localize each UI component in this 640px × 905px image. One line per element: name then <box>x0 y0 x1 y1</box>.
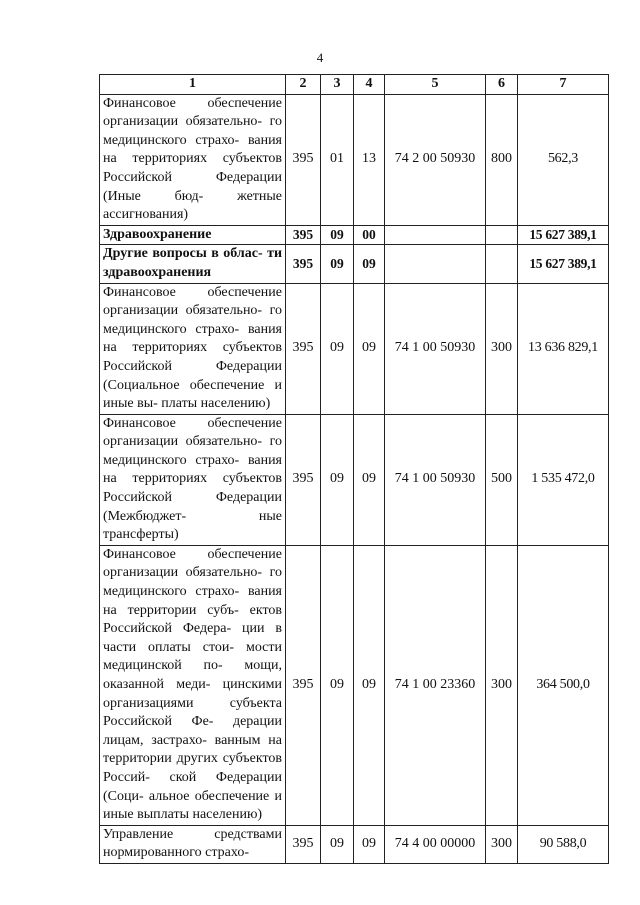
cell-section: 09 <box>321 825 354 863</box>
table-row <box>100 545 609 825</box>
cell-subsection: 13 <box>354 94 385 225</box>
cell-amount: 15 627 389,1 <box>518 245 609 283</box>
cell-amount: 364 500,0 <box>518 545 609 825</box>
description-line: Финансовое обеспечение <box>103 284 282 300</box>
description-line: платы населению) <box>161 396 271 412</box>
cell-expense-type: 300 <box>486 825 518 863</box>
description-line: организации обязательно- <box>103 565 263 581</box>
cell-department-code: 395 <box>286 225 321 245</box>
description-line: жетные ассигнования) <box>103 188 283 223</box>
description-line: Управление средствами <box>103 826 282 842</box>
cell-target-article: 74 4 00 00000 <box>385 825 486 863</box>
row-description <box>100 545 286 825</box>
cell-section: 09 <box>321 245 354 283</box>
table-row <box>100 94 609 225</box>
cell-target-article: 74 1 00 50930 <box>385 283 486 414</box>
cell-expense-type: 300 <box>486 545 518 825</box>
cell-amount: 13 636 829,1 <box>518 283 609 414</box>
cell-target-article: 74 1 00 23360 <box>385 545 486 825</box>
cell-expense-type <box>486 225 518 245</box>
table-row <box>100 245 609 283</box>
cell-section: 01 <box>321 94 354 225</box>
cell-expense-type: 300 <box>486 283 518 414</box>
description-line: Федерации (Иные бюд- <box>103 169 282 204</box>
cell-section: 09 <box>321 545 354 825</box>
column-header: 6 <box>486 75 518 95</box>
description-line: ской Федерации (Соци- <box>103 769 282 804</box>
cell-department-code: 395 <box>286 414 321 545</box>
cell-subsection: 09 <box>354 825 385 863</box>
description-line: обеспечение и иные вы- <box>103 377 282 412</box>
cell-target-article <box>385 225 486 245</box>
cell-department-code: 395 <box>286 825 321 863</box>
description-line: организации обязательно- <box>103 303 263 319</box>
column-header: 5 <box>385 75 486 95</box>
description-line: организации обязательно- <box>103 434 263 450</box>
description-line: вания на территориях <box>103 452 283 487</box>
description-line: Финансовое обеспечение <box>103 95 282 111</box>
cell-subsection: 09 <box>354 414 385 545</box>
column-header: 3 <box>321 75 354 95</box>
table-row <box>100 283 609 414</box>
description-line: ции в части оплаты стои- <box>103 621 282 655</box>
description-line: других субъектов Россий- <box>103 751 282 785</box>
cell-expense-type <box>486 245 518 283</box>
cell-amount: 90 588,0 <box>518 825 609 863</box>
description-line: Федерации (Социальное <box>103 358 282 393</box>
description-line: иные выплаты населению) <box>103 807 263 823</box>
row-description <box>100 825 286 863</box>
row-description <box>100 245 286 283</box>
column-header: 1 <box>100 75 286 95</box>
description-line: Федерации (Межбюджет- <box>103 490 282 524</box>
description-line: мощи, оказанной меди- <box>103 658 283 692</box>
row-description <box>100 414 286 545</box>
description-line: ти здравоохранения <box>103 246 283 280</box>
column-header: 4 <box>354 75 385 95</box>
cell-target-article: 74 2 00 50930 <box>385 94 486 225</box>
description-line: субъекта Российской Фе- <box>103 695 282 730</box>
description-line: вания на территориях <box>103 321 283 356</box>
cell-subsection: 09 <box>354 245 385 283</box>
cell-expense-type: 500 <box>486 414 518 545</box>
cell-department-code: 395 <box>286 94 321 225</box>
cell-section: 09 <box>321 414 354 545</box>
cell-subsection: 00 <box>354 225 385 245</box>
row-description <box>100 283 286 414</box>
description-line: го медицинского страхо- <box>103 114 282 148</box>
description-line: дерации лицам, застрахо- <box>103 714 282 748</box>
description-line: субъектов Российской <box>103 151 282 185</box>
description-line: ные трансферты) <box>103 508 282 543</box>
description-line: Финансовое обеспечение <box>103 546 282 562</box>
cell-target-article <box>385 245 486 283</box>
description-line: го медицинского страхо- <box>103 565 282 600</box>
cell-expense-type: 800 <box>486 94 518 225</box>
cell-department-code: 395 <box>286 545 321 825</box>
table-row <box>100 414 609 545</box>
description-line: го медицинского страхо- <box>103 434 282 468</box>
description-line: ванным на территории <box>103 732 282 767</box>
table-header-row <box>100 75 609 95</box>
description-line: вания на территории субъ- <box>103 584 283 618</box>
row-description <box>100 225 286 245</box>
description-line: Финансовое обеспечение <box>103 415 282 431</box>
description-line: организации обязательно- <box>103 114 263 130</box>
description-line: го медицинского страхо- <box>103 303 282 337</box>
description-line: вания на территориях <box>103 132 283 167</box>
description-line: цинскими организациями <box>103 677 282 711</box>
budget-table <box>99 74 609 864</box>
description-line: субъектов Российской <box>103 340 282 374</box>
cell-amount: 15 627 389,1 <box>518 225 609 245</box>
description-line: Другие вопросы в облас- <box>103 246 263 262</box>
row-description <box>100 94 286 225</box>
column-header: 2 <box>286 75 321 95</box>
table-body <box>100 94 609 863</box>
cell-subsection: 09 <box>354 283 385 414</box>
cell-section: 09 <box>321 225 354 245</box>
description-line: ектов Российской Федера- <box>103 602 283 637</box>
cell-department-code: 395 <box>286 283 321 414</box>
description-line: мости медицинской по- <box>103 639 282 674</box>
description-line: нормированного страхо- <box>103 845 249 861</box>
table-row <box>100 225 609 245</box>
page-number: 4 <box>316 50 324 65</box>
description-line: Здравоохранение <box>103 226 212 242</box>
description-line: альное обеспечение и <box>148 788 282 804</box>
cell-amount: 562,3 <box>518 94 609 225</box>
cell-section: 09 <box>321 283 354 414</box>
cell-department-code: 395 <box>286 245 321 283</box>
column-header: 7 <box>518 75 609 95</box>
cell-target-article: 74 1 00 50930 <box>385 414 486 545</box>
cell-amount: 1 535 472,0 <box>518 414 609 545</box>
table-row <box>100 825 609 863</box>
cell-subsection: 09 <box>354 545 385 825</box>
description-line: субъектов Российской <box>103 471 282 506</box>
